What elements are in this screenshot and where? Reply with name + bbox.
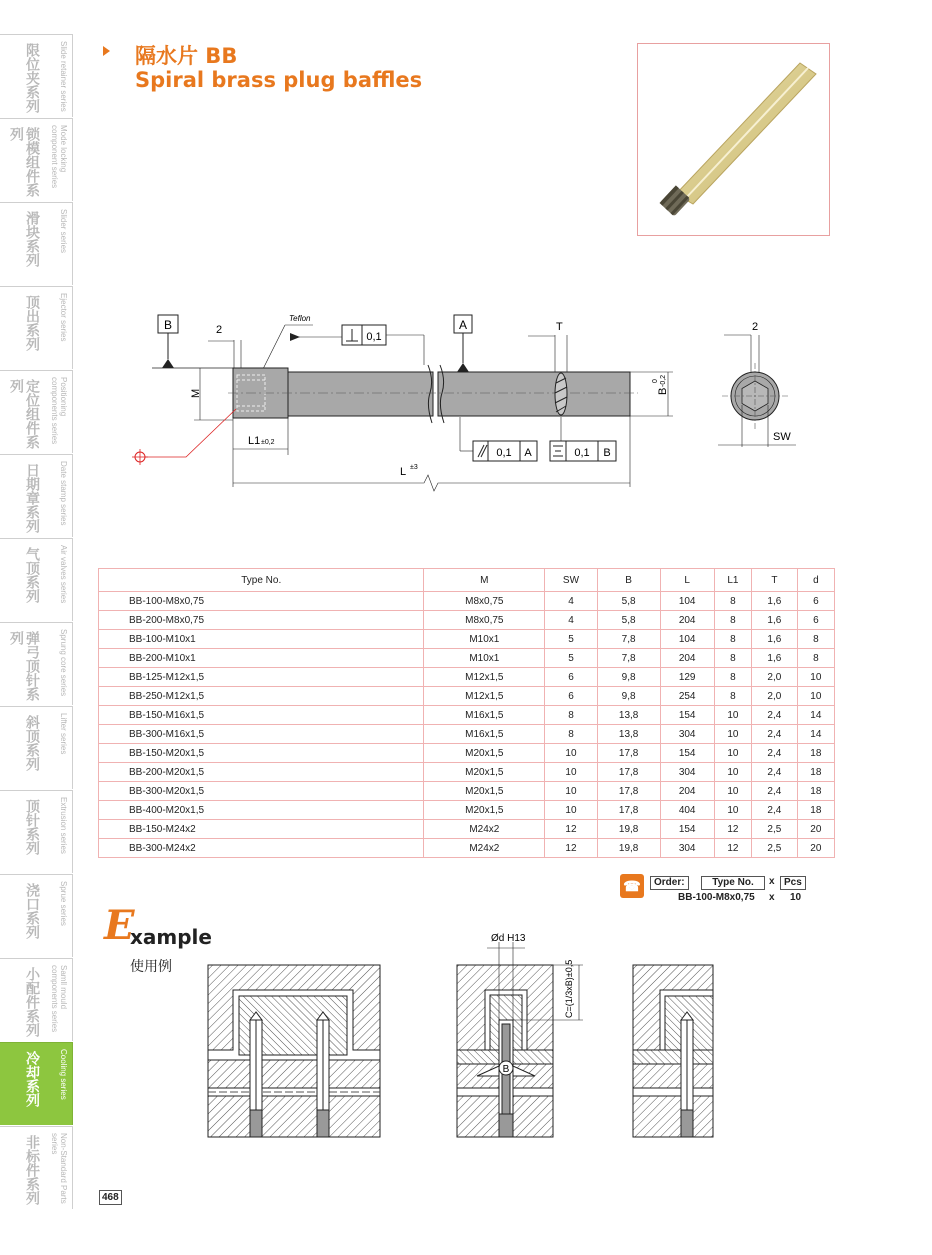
sidebar-tab-en: Date stamp series xyxy=(59,461,68,526)
sidebar-tab-en: Air valves series xyxy=(59,545,68,604)
rod-body-right xyxy=(438,372,630,416)
table-row xyxy=(99,649,835,668)
table-cell: 8 xyxy=(714,592,751,611)
sidebar-tab[interactable] xyxy=(0,1042,73,1125)
sidebar-tab[interactable] xyxy=(0,454,73,537)
table-row xyxy=(99,687,835,706)
table-cell: 19,8 xyxy=(597,820,660,839)
table-cell: M10x1 xyxy=(424,649,545,668)
table-cell: 17,8 xyxy=(597,744,660,763)
datum-a-label: A xyxy=(458,318,468,332)
table-cell: 10 xyxy=(545,763,598,782)
table-cell: BB-125-M12x1,5 xyxy=(99,668,424,687)
spec-table xyxy=(98,568,835,858)
table-row xyxy=(99,763,835,782)
sidebar-tab[interactable] xyxy=(0,202,73,285)
table-header-row xyxy=(99,569,835,592)
table-cell: 9,8 xyxy=(597,668,660,687)
order-example-qty: 10 xyxy=(790,892,802,903)
sidebar-tab-cn: 日期章系列 xyxy=(24,463,40,533)
table-row xyxy=(99,592,835,611)
table-cell: BB-150-M20x1,5 xyxy=(99,744,424,763)
table-cell: 8 xyxy=(714,668,751,687)
sidebar-tab[interactable] xyxy=(0,958,73,1041)
sidebar-tab[interactable] xyxy=(0,34,73,117)
table-cell: 6 xyxy=(797,611,834,630)
table-cell: BB-250-M12x1,5 xyxy=(99,687,424,706)
example-figure-1 xyxy=(208,965,380,1137)
table-cell: 8 xyxy=(797,649,834,668)
sidebar-tab[interactable] xyxy=(0,118,73,201)
order-pcs-label: Pcs xyxy=(780,876,806,890)
table-cell: 8 xyxy=(714,611,751,630)
table-cell: 12 xyxy=(714,820,751,839)
table-cell: 204 xyxy=(660,782,714,801)
sidebar-tab[interactable] xyxy=(0,622,73,705)
table-cell: 104 xyxy=(660,630,714,649)
table-cell: 6 xyxy=(545,668,598,687)
table-cell: 10 xyxy=(797,668,834,687)
table-header-cell: B xyxy=(597,569,660,592)
table-cell: 7,8 xyxy=(597,630,660,649)
sidebar-tab-en: Positioning components series xyxy=(50,377,68,445)
sidebar-tab-cn: 斜顶系列 xyxy=(24,715,40,771)
table-cell: M10x1 xyxy=(424,630,545,649)
example-figure-2 xyxy=(457,933,583,1137)
table-header-cell: d xyxy=(797,569,834,592)
sidebar-tab-cn: 非标件系列 xyxy=(24,1135,40,1205)
table-cell: 10 xyxy=(797,687,834,706)
order-times-1: x xyxy=(769,876,775,887)
sidebar-tab-en: Sprue series xyxy=(59,881,68,926)
table-cell: 8 xyxy=(714,630,751,649)
sidebar-tab-cn: 锁模组件系列 xyxy=(8,127,40,197)
table-cell: 1,6 xyxy=(752,649,798,668)
table-cell: 13,8 xyxy=(597,706,660,725)
table-cell: M16x1,5 xyxy=(424,725,545,744)
dim-t-label: T xyxy=(556,321,563,333)
series-sidebar xyxy=(0,34,73,1209)
table-cell: M12x1,5 xyxy=(424,668,545,687)
table-cell: 2,0 xyxy=(752,668,798,687)
sidebar-tab-en: Lifter series xyxy=(59,713,68,755)
symmetry-tol: 0,1 xyxy=(574,447,590,459)
table-row xyxy=(99,782,835,801)
order-type-label: Type No. xyxy=(701,876,765,890)
table-cell: 18 xyxy=(797,782,834,801)
dim-2-label: 2 xyxy=(216,324,223,336)
title-arrow-icon xyxy=(103,46,110,56)
table-cell: 129 xyxy=(660,668,714,687)
sidebar-tab[interactable] xyxy=(0,790,73,873)
table-cell: 154 xyxy=(660,820,714,839)
table-row xyxy=(99,820,835,839)
table-cell: 304 xyxy=(660,763,714,782)
parallelism-tol: 0,1 xyxy=(496,447,512,459)
table-cell: 5,8 xyxy=(597,611,660,630)
sidebar-tab-cn: 浇口系列 xyxy=(24,883,40,939)
table-cell: M20x1,5 xyxy=(424,763,545,782)
table-cell: 1,6 xyxy=(752,592,798,611)
table-cell: 10 xyxy=(714,763,751,782)
page-title-cn: 隔水片 BB xyxy=(135,44,238,68)
sidebar-tab-en: Slide retainer series xyxy=(59,41,68,112)
table-cell: M16x1,5 xyxy=(424,706,545,725)
datum-b-label: B xyxy=(163,318,173,332)
table-cell: 304 xyxy=(660,725,714,744)
table-cell: BB-300-M20x1,5 xyxy=(99,782,424,801)
sidebar-tab-en: Slider series xyxy=(59,209,68,254)
table-cell: 2,5 xyxy=(752,820,798,839)
symmetry-ref: B xyxy=(603,447,611,459)
example-dim-c: C=(1/3xB)±0,5 xyxy=(564,959,574,1018)
dim-l-label: L xyxy=(400,466,407,478)
table-cell: 10 xyxy=(714,706,751,725)
table-row xyxy=(99,744,835,763)
table-cell: M24x2 xyxy=(424,839,545,858)
table-cell: 17,8 xyxy=(597,782,660,801)
table-cell: M20x1,5 xyxy=(424,782,545,801)
sidebar-tab-cn: 冷却系列 xyxy=(24,1051,40,1107)
example-heading: xample xyxy=(130,925,212,949)
sidebar-tab-en: Samll mould components series xyxy=(50,965,68,1033)
table-cell: 14 xyxy=(797,725,834,744)
table-cell: 18 xyxy=(797,801,834,820)
end-dim-2-label: 2 xyxy=(752,321,759,333)
rod-body-left xyxy=(288,372,433,416)
table-cell: 204 xyxy=(660,611,714,630)
table-cell: M12x1,5 xyxy=(424,687,545,706)
sidebar-tab-en: Non-Standard Parts series xyxy=(50,1133,68,1204)
dim-b-tol-dn: -0,2 xyxy=(660,374,667,387)
sidebar-tab-cn: 弹弓顶针系列 xyxy=(8,631,40,701)
dim-l1-label: L1 xyxy=(248,435,261,447)
sidebar-tab[interactable] xyxy=(0,874,73,957)
sidebar-tab-en: Cooling series xyxy=(59,1049,68,1100)
table-cell: 10 xyxy=(714,744,751,763)
table-cell: 20 xyxy=(797,820,834,839)
table-cell: 8 xyxy=(797,630,834,649)
table-header-cell: L1 xyxy=(714,569,751,592)
table-cell: 6 xyxy=(545,687,598,706)
sidebar-tab-cn: 气顶系列 xyxy=(24,547,40,603)
table-cell: M24x2 xyxy=(424,820,545,839)
table-cell: 1,6 xyxy=(752,630,798,649)
table-cell: BB-150-M16x1,5 xyxy=(99,706,424,725)
example-figures xyxy=(205,930,715,1140)
table-cell: 14 xyxy=(797,706,834,725)
table-cell: 2,4 xyxy=(752,801,798,820)
table-cell: BB-300-M16x1,5 xyxy=(99,725,424,744)
sidebar-tab-cn: 滑块系列 xyxy=(24,211,40,267)
dim-b-tol-up: 0 xyxy=(652,379,659,383)
teflon-label: Teflon xyxy=(289,314,311,323)
table-cell: 18 xyxy=(797,763,834,782)
table-cell: 2,4 xyxy=(752,744,798,763)
table-row xyxy=(99,725,835,744)
product-photo xyxy=(637,43,830,236)
table-header-cell: M xyxy=(424,569,545,592)
table-cell: 5 xyxy=(545,630,598,649)
table-cell: 2,4 xyxy=(752,725,798,744)
table-cell: 2,4 xyxy=(752,706,798,725)
table-cell: 10 xyxy=(545,801,598,820)
sidebar-tab-en: Mode locking component series xyxy=(50,125,68,189)
table-cell: 10 xyxy=(545,782,598,801)
example-b-label: B xyxy=(502,1064,510,1075)
sidebar-tab-en: Extrusion series xyxy=(59,797,68,854)
table-cell: 5,8 xyxy=(597,592,660,611)
order-times-2: x xyxy=(769,892,775,903)
sidebar-tab-cn: 顶出系列 xyxy=(24,295,40,351)
example-heading-cn: 使用例 xyxy=(130,959,172,975)
table-cell: M8x0,75 xyxy=(424,592,545,611)
table-cell: 404 xyxy=(660,801,714,820)
page-number: 468 xyxy=(99,1190,122,1205)
example-e-letter: E xyxy=(104,902,135,949)
table-row xyxy=(99,706,835,725)
table-cell: 10 xyxy=(714,725,751,744)
table-cell: BB-200-M8x0,75 xyxy=(99,611,424,630)
table-row xyxy=(99,630,835,649)
table-cell: BB-200-M10x1 xyxy=(99,649,424,668)
table-header-cell: SW xyxy=(545,569,598,592)
table-cell: 12 xyxy=(714,839,751,858)
sidebar-tab[interactable] xyxy=(0,1126,73,1209)
table-cell: BB-200-M20x1,5 xyxy=(99,763,424,782)
table-cell: 2,5 xyxy=(752,839,798,858)
table-cell: 5 xyxy=(545,649,598,668)
perpendicularity-tol: 0,1 xyxy=(366,331,382,343)
sidebar-tab-en: Ejector series xyxy=(59,293,68,342)
table-cell: 8 xyxy=(714,687,751,706)
sidebar-tab-cn: 定位组件系列 xyxy=(8,379,40,449)
table-cell: 6 xyxy=(797,592,834,611)
order-label: Order: xyxy=(650,876,689,890)
table-cell: 304 xyxy=(660,839,714,858)
dim-m-label: M xyxy=(190,388,202,398)
table-cell: 4 xyxy=(545,592,598,611)
table-cell: BB-100-M8x0,75 xyxy=(99,592,424,611)
table-cell: M20x1,5 xyxy=(424,744,545,763)
order-example-type: BB-100-M8x0,75 xyxy=(678,892,755,903)
table-cell: 12 xyxy=(545,839,598,858)
table-row xyxy=(99,668,835,687)
table-cell: 10 xyxy=(714,782,751,801)
sidebar-tab-cn: 限位夹系列 xyxy=(24,43,40,113)
table-cell: 154 xyxy=(660,706,714,725)
sidebar-tab-cn: 小配件系列 xyxy=(24,967,40,1037)
table-cell: 104 xyxy=(660,592,714,611)
table-cell: 19,8 xyxy=(597,839,660,858)
table-cell: 8 xyxy=(545,706,598,725)
table-cell: BB-300-M24x2 xyxy=(99,839,424,858)
dim-b-label: B xyxy=(657,387,669,395)
table-row xyxy=(99,839,835,858)
table-cell: BB-150-M24x2 xyxy=(99,820,424,839)
technical-drawing xyxy=(128,305,818,495)
table-cell: 10 xyxy=(545,744,598,763)
phone-icon: ☎ xyxy=(620,874,644,898)
table-cell: BB-100-M10x1 xyxy=(99,630,424,649)
table-cell: BB-400-M20x1,5 xyxy=(99,801,424,820)
table-cell: 154 xyxy=(660,744,714,763)
table-header-cell: L xyxy=(660,569,714,592)
table-cell: 2,4 xyxy=(752,782,798,801)
table-row xyxy=(99,611,835,630)
table-cell: 1,6 xyxy=(752,611,798,630)
table-cell: 9,8 xyxy=(597,687,660,706)
table-cell: 254 xyxy=(660,687,714,706)
table-cell: 13,8 xyxy=(597,725,660,744)
table-cell: 2,0 xyxy=(752,687,798,706)
dim-l-tol: ±3 xyxy=(410,464,418,471)
table-cell: 2,4 xyxy=(752,763,798,782)
table-cell: 20 xyxy=(797,839,834,858)
sidebar-tab[interactable] xyxy=(0,286,73,369)
table-cell: M8x0,75 xyxy=(424,611,545,630)
table-cell: 4 xyxy=(545,611,598,630)
table-cell: 7,8 xyxy=(597,649,660,668)
table-cell: 10 xyxy=(714,801,751,820)
sidebar-tab-en: Sprung core series xyxy=(59,629,68,697)
page-title-en: Spiral brass plug baffles xyxy=(135,68,423,92)
table-cell: 17,8 xyxy=(597,763,660,782)
example-dim-d: Ød H13 xyxy=(491,933,526,944)
dim-l1-tol: ±0,2 xyxy=(261,439,275,446)
sidebar-tab-cn: 顶针系列 xyxy=(24,799,40,855)
table-cell: 18 xyxy=(797,744,834,763)
table-cell: 12 xyxy=(545,820,598,839)
table-cell: 8 xyxy=(545,725,598,744)
sidebar-tab[interactable] xyxy=(0,538,73,621)
table-header-cell: Type No. xyxy=(99,569,424,592)
sidebar-tab[interactable] xyxy=(0,706,73,789)
table-cell: 204 xyxy=(660,649,714,668)
parallelism-ref: A xyxy=(524,447,532,459)
table-cell: 17,8 xyxy=(597,801,660,820)
end-dim-sw-label: SW xyxy=(773,431,791,443)
table-cell: 8 xyxy=(714,649,751,668)
example-figure-3 xyxy=(633,965,713,1137)
sidebar-tab[interactable] xyxy=(0,370,73,453)
table-header-cell: T xyxy=(752,569,798,592)
table-cell: M20x1,5 xyxy=(424,801,545,820)
table-row xyxy=(99,801,835,820)
